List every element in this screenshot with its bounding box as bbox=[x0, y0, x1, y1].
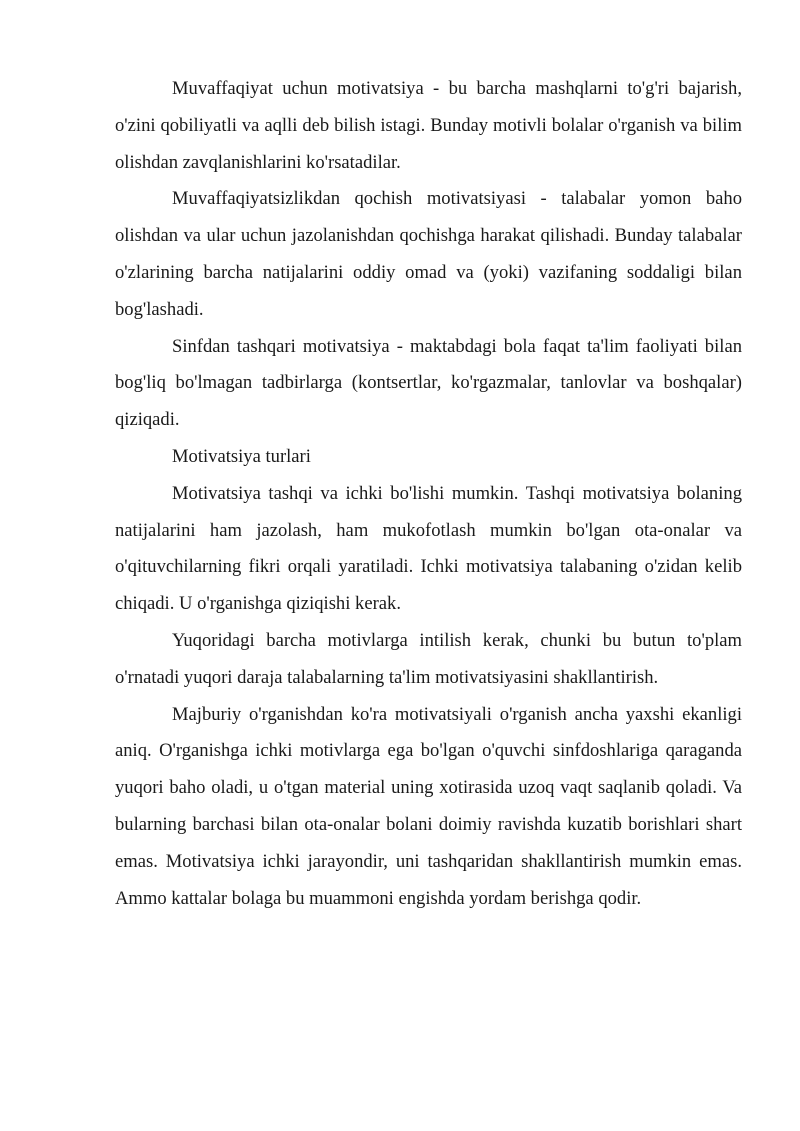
section-heading: Motivatsiya turlari bbox=[172, 445, 311, 467]
paragraph-extracurricular: Sinfdan tashqari motivatsiya - maktabdagi bola faqat ta'lim faoliyati bilan bog'liq bo'lmagan tadbirlarga (kontsertlar, ko'rgazmalar, tanlovlar va boshqalar) qiziqadi. bbox=[115, 335, 742, 431]
paragraph-external-internal: Motivatsiya tashqi va ichki bo'lishi mumkin. Tashqi motivatsiya bolaning natijalarini ham jazolash, ham mukofotlash mumkin bo'lgan ota-onalar va o'qituvchilarning fikri orqali yaratiladi. Ichki motivatsiya talabaning o'zidan kelib chiqadi. U o'rganishga qiziqishi kerak. bbox=[115, 482, 742, 615]
paragraph-success-motivation: Muvaffaqiyat uchun motivatsiya - bu barcha mashqlarni to'g'ri bajarish, o'zini qobiliyatli va aqlli deb bilish istagi. Bunday motivli bolalar o'rganish va bilim olishdan zavqlanishlarini ko'rsatadilar. bbox=[115, 78, 742, 173]
document-page bbox=[115, 71, 742, 917]
paragraph-failure-avoidance: Muvaffaqiyatsizlikdan qochish motivatsiyasi - talabalar yomon baho olishdan va ular uchun jazolanishdan qochishga harakat qilishadi. Bunday talabalar o'zlarining barcha natijalarini oddiy omad va (yoki) vazifaning soddaligi bilan bog'lashadi. bbox=[115, 188, 742, 320]
paragraph-motivated-learning: Majburiy o'rganishdan ko'ra motivatsiyali o'rganish ancha yaxshi ekanligi aniq. O'rganishga ichki motivlarga ega bo'lgan o'quvchi sinfdoshlariga qaraganda yuqori baho oladi, u o'tgan material uning xotirasida uzoq vaqt saqlanib qoladi. Va bularning barchasi bilan ota-onalar bolani doimiy ravishda kuzatib borishlari shart emas. Motivatsiya ichki jarayondir, uni tashqaridan shakllantirish mumkin emas. Ammo kattalar bolaga bu muammoni engishda yordam berishga qodir. bbox=[115, 703, 742, 909]
paragraph-all-motives: Yuqoridagi barcha motivlarga intilish kerak, chunki bu butun to'plam o'rnatadi yuqori daraja talabalarning ta'lim motivatsiyasini shakllantirish. bbox=[115, 629, 742, 688]
